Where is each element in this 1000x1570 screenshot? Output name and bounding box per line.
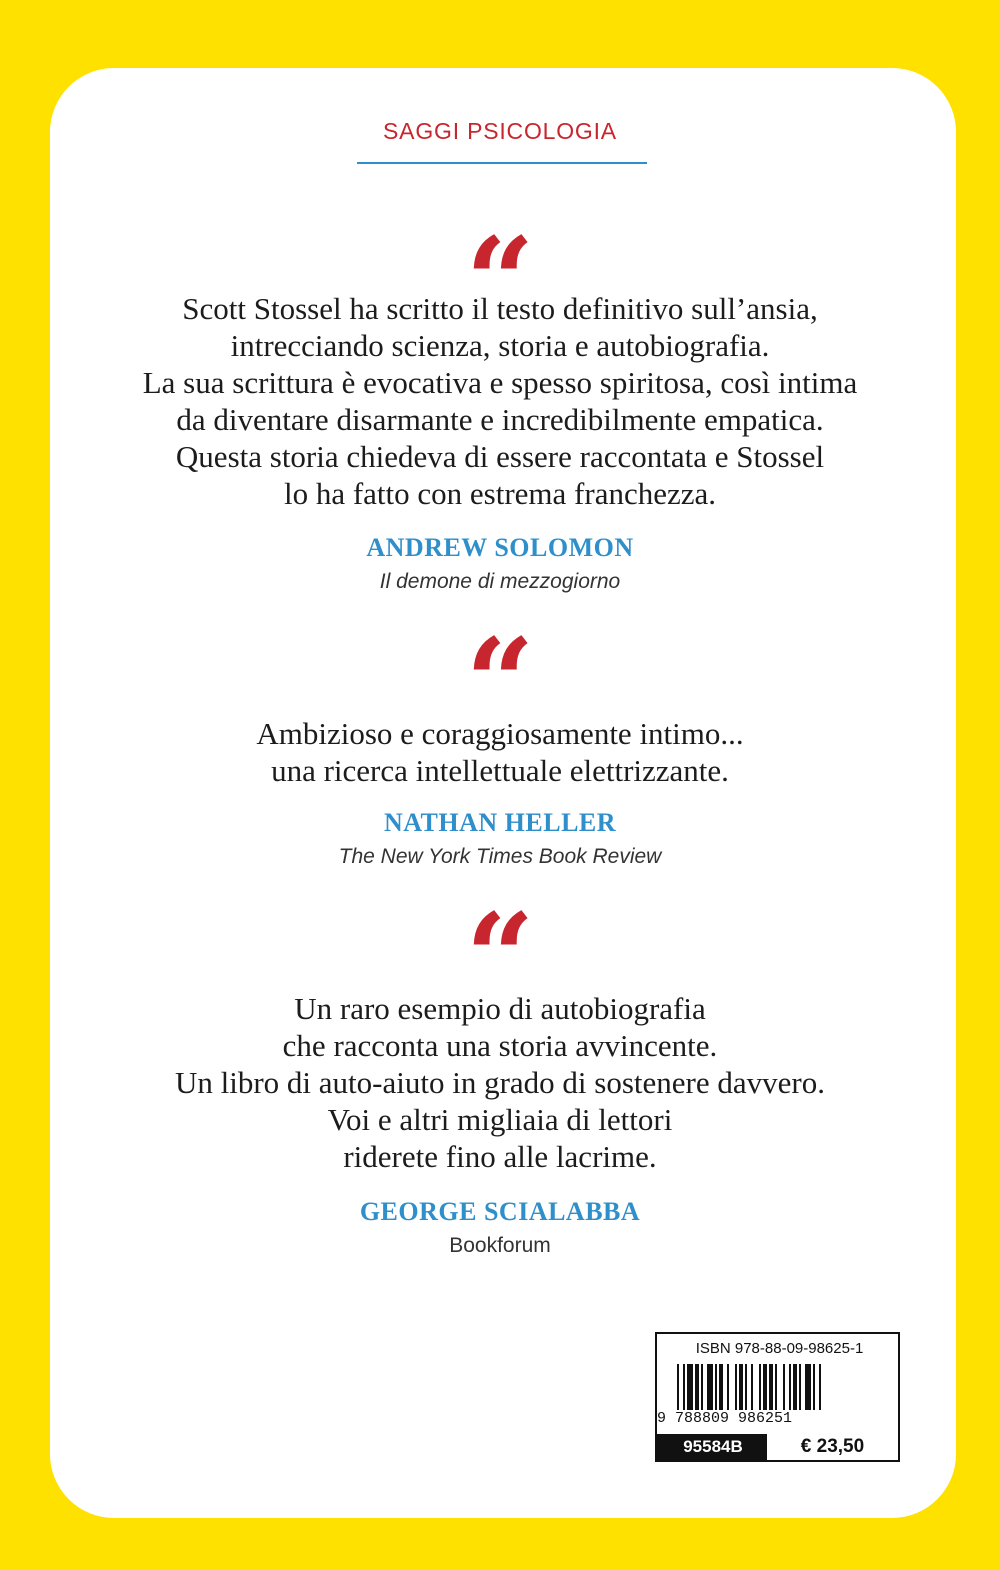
barcode-bar — [789, 1364, 791, 1410]
quote-line: che racconta una storia avvincente. — [282, 1028, 718, 1063]
barcode-bar — [775, 1364, 777, 1410]
quote-line: intrecciando scienza, storia e autobiografia. — [230, 328, 770, 363]
series-divider — [357, 162, 647, 164]
quote-mark-icon: “ — [465, 898, 535, 978]
quote-mark-icon: “ — [465, 623, 535, 703]
quote-text — [80, 290, 920, 512]
quote-line: Un raro esempio di autobiografia — [294, 991, 706, 1026]
quote-author: ANDREW SOLOMON — [366, 533, 634, 562]
barcode-bar — [739, 1364, 743, 1410]
quote-source: The New York Times Book Review — [338, 845, 662, 868]
barcode-bar — [707, 1364, 713, 1410]
quote-source: Bookforum — [449, 1234, 551, 1257]
barcode-bar — [677, 1364, 679, 1410]
quote-source: Il demone di mezzogiorno — [379, 570, 621, 593]
barcode-bar — [769, 1364, 773, 1410]
barcode-bar — [695, 1364, 699, 1410]
quote-line: La sua scrittura è evocativa e spesso spiritosa, così intima — [142, 365, 858, 400]
quote-author: NATHAN HELLER — [383, 808, 617, 837]
barcode-bar — [683, 1364, 685, 1410]
quote-author: GEORGE SCIALABBA — [359, 1197, 641, 1226]
quote-line: Questa storia chiedeva di essere raccontata e Stossel — [175, 439, 825, 474]
barcode-bar — [745, 1364, 747, 1410]
barcode-digits: 9 788809 986251 — [657, 1410, 793, 1427]
barcode-bar — [819, 1364, 821, 1410]
barcode-bar — [813, 1364, 815, 1410]
price-label: € 23,50 — [765, 1434, 898, 1460]
series-label: SAGGI PSICOLOGIA — [383, 118, 617, 144]
barcode-bar — [701, 1364, 703, 1410]
quote-line: Ambizioso e coraggiosamente intimo... — [256, 716, 744, 751]
quote-line: Scott Stossel ha scritto il testo definitivo sull’ansia, — [182, 291, 818, 326]
quote-line: riderete fino alle lacrime. — [343, 1139, 657, 1174]
barcode-bar — [735, 1364, 737, 1410]
barcode-panel — [655, 1332, 900, 1462]
barcode-bar — [805, 1364, 811, 1410]
barcode-bar — [727, 1364, 729, 1410]
quote-line: Un libro di auto-aiuto in grado di sostenere davvero. — [175, 1065, 825, 1100]
quote-line: lo ha fatto con estrema franchezza. — [283, 476, 717, 511]
barcode-icon — [677, 1364, 882, 1410]
barcode-bar — [751, 1364, 753, 1410]
quote-line: una ricerca intellettuale elettrizzante. — [271, 753, 729, 788]
quote-line: da diventare disarmante e incredibilmente empatica. — [176, 402, 824, 437]
quote-line: Voi e altri migliaia di lettori — [327, 1102, 673, 1137]
quote-mark-icon: “ — [465, 222, 535, 302]
product-code: 95584B — [657, 1434, 769, 1460]
barcode-bar — [783, 1364, 785, 1410]
barcode-bar — [793, 1364, 797, 1410]
barcode-bar — [759, 1364, 761, 1410]
barcode-bar — [799, 1364, 801, 1410]
barcode-bar — [715, 1364, 717, 1410]
quote-text — [80, 990, 920, 1175]
barcode-bar — [719, 1364, 723, 1410]
quote-text — [80, 715, 920, 789]
barcode-bar — [687, 1364, 693, 1410]
isbn-text: ISBN 978-88-09-98625-1 — [695, 1340, 864, 1357]
barcode-bar — [763, 1364, 767, 1410]
